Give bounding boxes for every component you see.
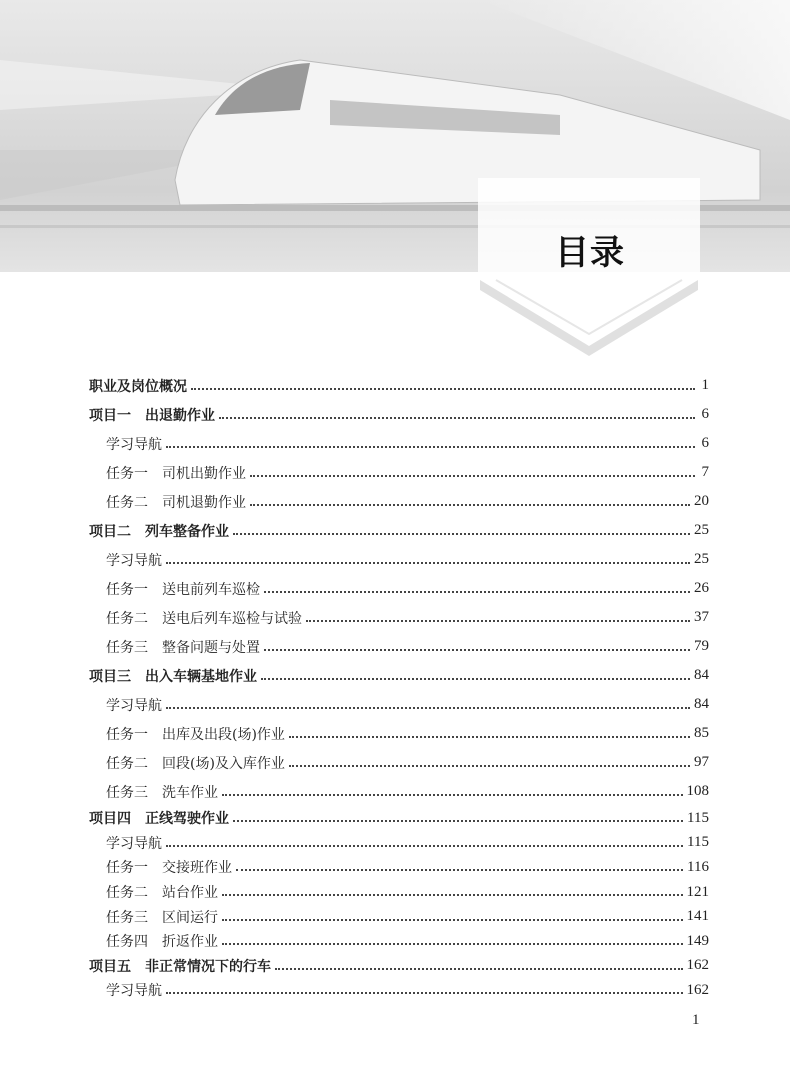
toc-entry-title: 司机退勤作业 xyxy=(162,494,246,511)
toc-entry-prefix: 任务二 xyxy=(106,755,148,772)
toc-entry-title: 列车整备作业 xyxy=(145,523,229,540)
table-of-contents xyxy=(89,371,709,1003)
toc-entry-title: 学习导航 xyxy=(106,436,162,453)
toc-entry[interactable] xyxy=(89,929,709,954)
dot-leader xyxy=(233,533,690,535)
dot-leader xyxy=(264,591,690,593)
toc-entry[interactable] xyxy=(89,954,709,979)
toc-entry[interactable] xyxy=(89,545,709,574)
toc-entry-title: 出退勤作业 xyxy=(145,407,215,424)
toc-entry-prefix: 任务三 xyxy=(106,639,148,656)
dot-leader xyxy=(166,446,695,448)
toc-entry-title: 正线驾驶作业 xyxy=(145,811,229,828)
toc-entry-page: 115 xyxy=(687,809,709,826)
toc-entry-page: 162 xyxy=(686,957,709,974)
dot-leader xyxy=(166,707,690,709)
toc-entry-prefix: 任务三 xyxy=(106,909,148,926)
dot-leader xyxy=(236,869,683,871)
toc-entry-title: 司机出勤作业 xyxy=(162,465,246,482)
toc-entry-page: 6 xyxy=(701,406,709,422)
toc-entry-page: 37 xyxy=(694,609,709,625)
dot-leader xyxy=(222,894,683,896)
toc-entry-title: 送电后列车巡检与试验 xyxy=(162,610,302,627)
toc-entry-page: 25 xyxy=(694,522,709,538)
toc-entry[interactable] xyxy=(89,603,709,632)
toc-entry-title: 区间运行 xyxy=(162,909,218,926)
dot-leader xyxy=(222,794,683,796)
dot-leader xyxy=(222,919,683,921)
toc-entry-prefix: 任务三 xyxy=(106,784,148,801)
toc-entry[interactable] xyxy=(89,855,709,880)
toc-entry-prefix: 项目三 xyxy=(89,668,131,685)
toc-entry[interactable] xyxy=(89,661,709,690)
toc-entry-page: 85 xyxy=(694,725,709,741)
toc-entry-title: 非正常情况下的行车 xyxy=(145,958,271,975)
toc-entry-title: 洗车作业 xyxy=(162,784,218,801)
toc-entry-title: 回段(场)及入库作业 xyxy=(162,755,285,772)
toc-entry-page: 141 xyxy=(686,908,709,925)
toc-entry-prefix: 任务四 xyxy=(106,934,148,951)
toc-entry-page: 26 xyxy=(694,580,709,596)
dot-leader xyxy=(261,678,690,680)
dot-leader xyxy=(222,943,683,945)
toc-entry-title: 职业及岗位概况 xyxy=(89,378,187,395)
page-title: 目录 xyxy=(555,233,625,273)
toc-entry-title: 学习导航 xyxy=(106,552,162,569)
dot-leader xyxy=(191,388,695,390)
toc-entry[interactable] xyxy=(89,690,709,719)
toc-entry[interactable] xyxy=(89,487,709,516)
dot-leader xyxy=(250,475,695,477)
toc-entry-prefix: 任务二 xyxy=(106,610,148,627)
toc-entry-title: 整备问题与处置 xyxy=(162,639,260,656)
toc-entry-prefix: 任务二 xyxy=(106,885,148,902)
dot-leader xyxy=(166,562,690,564)
toc-entry-title: 出库及出段(场)作业 xyxy=(162,726,285,743)
toc-entry-title: 站台作业 xyxy=(162,885,218,902)
toc-entry-prefix: 任务二 xyxy=(106,494,148,511)
dot-leader xyxy=(306,620,690,622)
toc-entry-title: 学习导航 xyxy=(106,835,162,852)
toc-entry-prefix: 项目四 xyxy=(89,811,131,828)
dot-leader xyxy=(289,736,690,738)
toc-entry-page: 121 xyxy=(686,883,709,900)
toc-entry-page: 1 xyxy=(701,377,709,393)
toc-entry[interactable] xyxy=(89,429,709,458)
dot-leader xyxy=(275,968,683,970)
dot-leader xyxy=(219,417,695,419)
toc-entry-prefix: 任务一 xyxy=(106,581,148,598)
dot-leader xyxy=(264,649,690,651)
toc-entry[interactable] xyxy=(89,371,709,400)
toc-entry-prefix: 项目五 xyxy=(89,958,131,975)
toc-entry-page: 108 xyxy=(686,783,709,799)
toc-entry-page: 162 xyxy=(686,981,709,998)
toc-entry-page: 116 xyxy=(687,858,709,875)
toc-entry-title: 折返作业 xyxy=(162,934,218,951)
toc-entry[interactable] xyxy=(89,719,709,748)
toc-entry-page: 84 xyxy=(694,667,709,683)
toc-entry-page: 149 xyxy=(686,932,709,949)
toc-entry[interactable] xyxy=(89,806,709,831)
toc-entry[interactable] xyxy=(89,880,709,905)
dot-leader xyxy=(289,765,690,767)
dot-leader xyxy=(166,845,683,847)
toc-entry-prefix: 项目一 xyxy=(89,407,131,424)
toc-entry[interactable] xyxy=(89,777,709,806)
toc-entry-page: 115 xyxy=(687,834,709,851)
toc-entry[interactable] xyxy=(89,574,709,603)
toc-entry[interactable] xyxy=(89,904,709,929)
toc-entry-page: 7 xyxy=(701,464,709,480)
toc-entry-page: 79 xyxy=(694,638,709,654)
page-number: 1 xyxy=(692,1012,700,1028)
toc-entry[interactable] xyxy=(89,978,709,1003)
toc-entry-title: 学习导航 xyxy=(106,697,162,714)
toc-entry[interactable] xyxy=(89,831,709,856)
toc-entry-prefix: 任务一 xyxy=(106,465,148,482)
dot-leader xyxy=(233,820,683,822)
toc-entry[interactable] xyxy=(89,748,709,777)
toc-entry-page: 97 xyxy=(694,754,709,770)
toc-entry-title: 出入车辆基地作业 xyxy=(145,668,257,685)
toc-entry-prefix: 项目二 xyxy=(89,523,131,540)
toc-entry-prefix: 任务一 xyxy=(106,860,148,877)
toc-entry-title: 送电前列车巡检 xyxy=(162,581,260,598)
toc-entry[interactable] xyxy=(89,458,709,487)
toc-entry[interactable] xyxy=(89,400,709,429)
toc-entry-page: 6 xyxy=(701,435,709,451)
toc-entry-title: 交接班作业 xyxy=(162,860,232,877)
toc-entry-page: 84 xyxy=(694,696,709,712)
toc-entry-page: 25 xyxy=(694,551,709,567)
toc-entry-prefix: 任务一 xyxy=(106,726,148,743)
toc-entry-title: 学习导航 xyxy=(106,983,162,1000)
dot-leader xyxy=(250,504,690,506)
toc-entry-page: 20 xyxy=(694,493,709,509)
toc-entry[interactable] xyxy=(89,632,709,661)
dot-leader xyxy=(166,992,683,994)
toc-entry[interactable] xyxy=(89,516,709,545)
